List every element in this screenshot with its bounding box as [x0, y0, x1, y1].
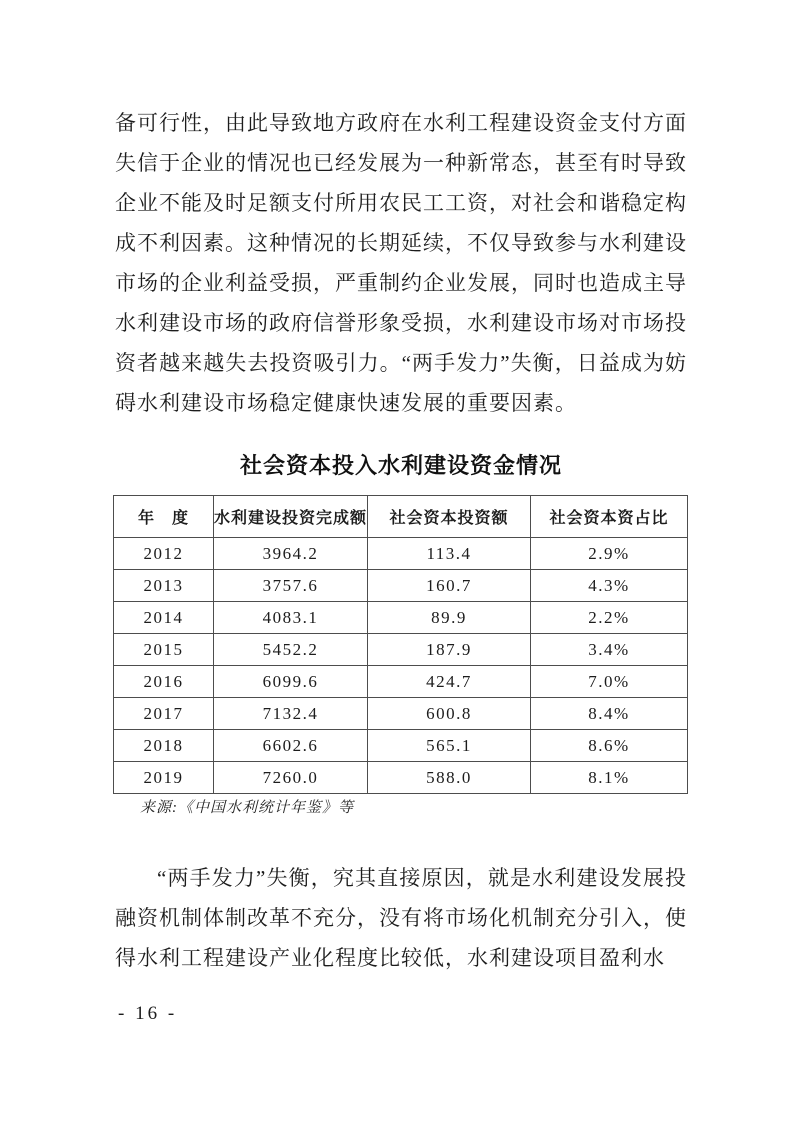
cell-social: 89.9	[368, 602, 531, 634]
cell-social: 113.4	[368, 538, 531, 570]
table-row	[114, 730, 688, 762]
cell-social: 160.7	[368, 570, 531, 602]
header-completed-investment: 水利建设投资完成额	[214, 496, 368, 538]
cell-social: 600.8	[368, 698, 531, 730]
paragraph-bottom: “两手发力”失衡，究其直接原因，就是水利建设发展投融资机制体制改革不充分，没有将市场化机制充分引入，使得水利工程建设产业化程度比较低，水利建设项目盈利水	[115, 866, 687, 970]
table-row	[114, 762, 688, 794]
cell-completed: 4083.1	[214, 602, 368, 634]
cell-year: 2013	[114, 570, 214, 602]
cell-year: 2016	[114, 666, 214, 698]
cell-year: 2014	[114, 602, 214, 634]
cell-completed: 3757.6	[214, 570, 368, 602]
investment-table	[113, 495, 688, 794]
cell-completed: 3964.2	[214, 538, 368, 570]
cell-ratio: 4.3%	[531, 570, 688, 602]
cell-ratio: 2.9%	[531, 538, 688, 570]
cell-ratio: 8.4%	[531, 698, 688, 730]
table-row	[114, 570, 688, 602]
table-row	[114, 698, 688, 730]
cell-social: 588.0	[368, 762, 531, 794]
cell-social: 565.1	[368, 730, 531, 762]
cell-year: 2017	[114, 698, 214, 730]
cell-ratio: 7.0%	[531, 666, 688, 698]
cell-completed: 5452.2	[214, 634, 368, 666]
table-source-note: 来源:《中国水利统计年鉴》等	[140, 800, 354, 816]
cell-year: 2018	[114, 730, 214, 762]
header-year: 年 度	[114, 496, 214, 538]
cell-year: 2012	[114, 538, 214, 570]
cell-social: 187.9	[368, 634, 531, 666]
table-row	[114, 666, 688, 698]
header-social-capital-investment: 社会资本投资额	[368, 496, 531, 538]
cell-ratio: 3.4%	[531, 634, 688, 666]
cell-ratio: 8.6%	[531, 730, 688, 762]
cell-completed: 7260.0	[214, 762, 368, 794]
paragraph-top: 备可行性，由此导致地方政府在水利工程建设资金支付方面失信于企业的情况也已经发展为一种新常态，甚至有时导致企业不能及时足额支付所用农民工工资，对社会和谐稳定构成不利因素。这种情况的长期延续，不仅导致参与水利建设市场的企业利益受损，严重制约企业发展，同时也造成主导水利建设市场的政府信誉形象受损，水利建设市场对市场投资者越来越失去投资吸引力。“两手发力”失衡，日益成为妨碍水利建设市场稳定健康快速发展的重要因素。	[115, 111, 687, 415]
cell-completed: 6602.6	[214, 730, 368, 762]
cell-ratio: 8.1%	[531, 762, 688, 794]
table-row	[114, 538, 688, 570]
page-number: - 16 -	[118, 1003, 178, 1024]
cell-completed: 7132.4	[214, 698, 368, 730]
table-row	[114, 634, 688, 666]
table-title: 社会资本投入水利建设资金情况	[239, 453, 562, 478]
table-header-row	[114, 496, 688, 538]
cell-ratio: 2.2%	[531, 602, 688, 634]
cell-year: 2015	[114, 634, 214, 666]
cell-completed: 6099.6	[214, 666, 368, 698]
table-row	[114, 602, 688, 634]
header-social-capital-ratio: 社会资本资占比	[531, 496, 688, 538]
cell-year: 2019	[114, 762, 214, 794]
cell-social: 424.7	[368, 666, 531, 698]
